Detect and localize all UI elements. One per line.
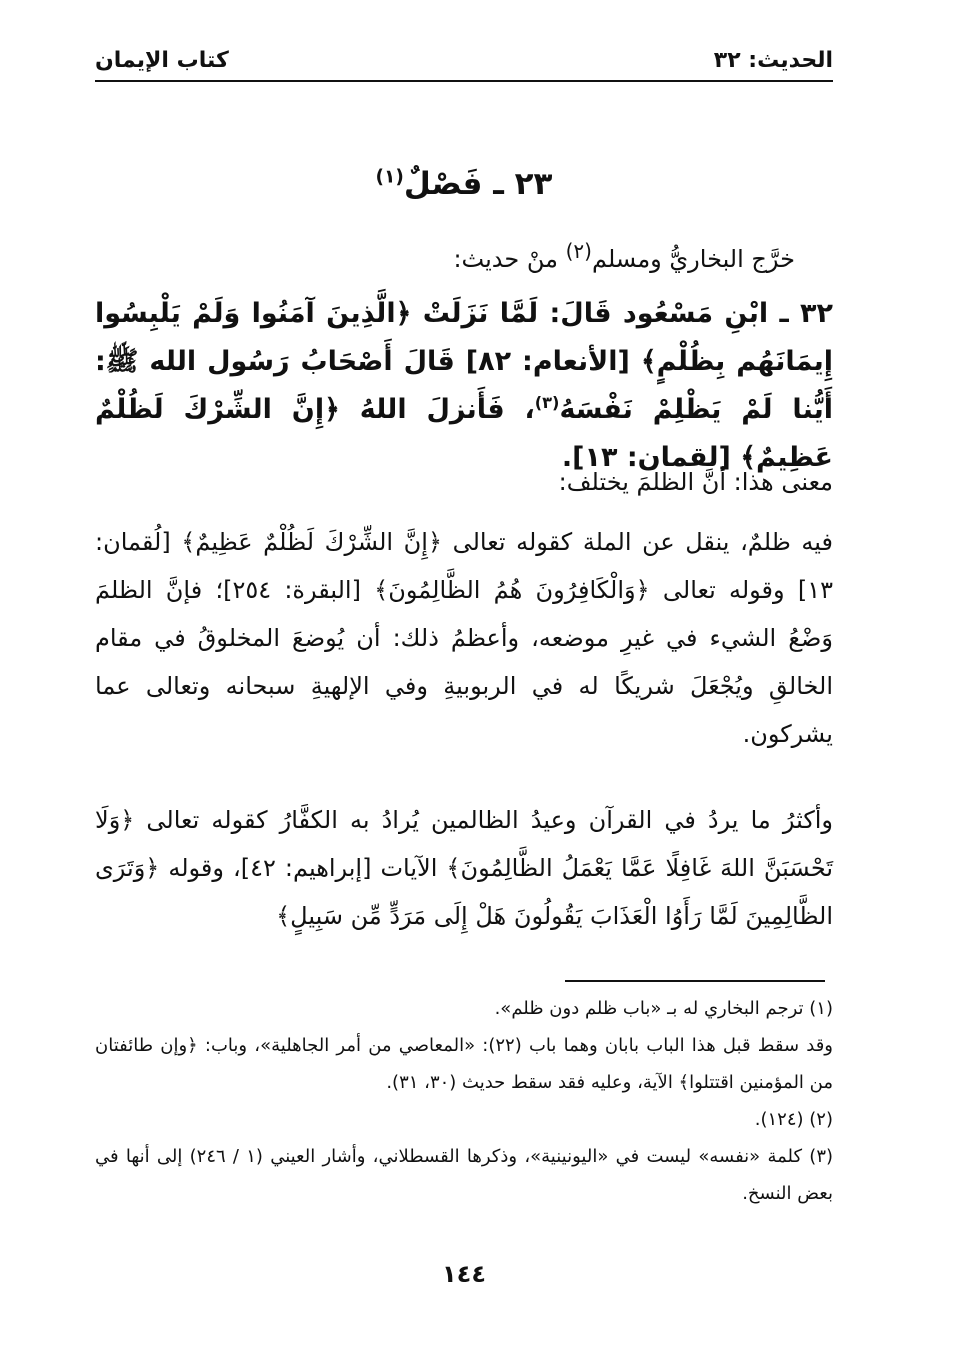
section-heading <box>95 162 833 206</box>
footnotes <box>95 990 833 1212</box>
footnote-2: (٢) (١٢٤). <box>754 1109 833 1130</box>
footnote-ref-1: (١) <box>375 166 404 188</box>
paragraph-3: وأكثرُ ما يردُ في القرآن وعيدُ الظالمين يُرادُ به الكفَّارُ كقوله تعالى ﴿وَلَا تَحْسَبَنَّ اللهَ غَافِلًا عَمَّا يَعْمَلُ الظَّالِمُونَ﴾ الآيات [إبراهيم: ٤٢]، وقوله ﴿وَتَرَى الظَّالِمِينَ لَمَّا رَأَوُا الْعَذَابَ يَقُولُونَ هَلْ إِلَى مَرَدٍّ مِّن سَبِيلٍ﴾ <box>95 806 833 930</box>
hadith-part-2: ، فَأَنزلَ اللهُ ﴿إِنَّ الشِّرْكَ لَظُلْمٌ عَظِيمٌ﴾ [لقمان: ١٣]. <box>95 394 833 473</box>
hadith-label: الحديث: ٣٢ <box>713 48 833 73</box>
footnote-3: (٣) كلمة «نفسه» ليست في «اليونينية»، وذكرها القسطلاني، وأشار العيني (١ / ٢٤٦) إلى أنها في بعض النسخ. <box>95 1146 834 1204</box>
paragraph-1: معنى هذا: أنَّ الظلمَ يختلف: <box>558 468 833 496</box>
footnote-ref-3: (٣) <box>534 393 560 412</box>
paragraph-2: فيه ظلمٌ، ينقل عن الملة كقوله تعالى ﴿إِنَّ الشِّرْكَ لَظُلْمٌ عَظِيمٌ﴾ [لُقمان: ١٣] وقوله تعالى ﴿وَالْكَافِرُونَ هُمُ الظَّالِمُونَ﴾ [البقرة: ٢٥٤]؛ فإنَّ الظلمَ وَضْعُ الشيء في غيرِ موضعه، وأعظمُ ذلك: أن يُوضعَ المخلوقُ في مقام الخالقِ ويُجْعَلَ شريكًا له في الربوبيةِ وفي الإلهيةِ سبحانه وتعالى عما يشركون. <box>95 528 833 748</box>
footnote-ref-2: (٢) <box>565 239 592 263</box>
hadith-text <box>95 290 833 482</box>
intro-suffix: منْ حديث: <box>453 245 566 273</box>
hadith-part-1: ٣٢ ـ ابْنِ مَسْعُود قَالَ: لَمَّا نَزَلَتْ ﴿الَّذِينَ آمَنُوا وَلَمْ يَلْبِسُوا إِيمَانَهُم بِظُلْمٍ﴾ [الأنعام: ٨٢] قَالَ أَصْحَابُ رَسُول الله ﷺ: أَيُّنا لَمْ يَظْلِمْ نَفْسَهُ <box>95 298 833 425</box>
running-header <box>95 40 833 76</box>
footnote-rule <box>565 980 825 982</box>
header-rule <box>95 80 833 82</box>
intro-line <box>95 226 795 284</box>
section-heading-text: ٢٣ ـ فَصْلٌ <box>403 166 553 202</box>
footnote-1a: (١) ترجم البخاري له بـ «باب ظلم دون ظلم». <box>494 998 833 1019</box>
page-number: ١٤٤ <box>442 1260 486 1288</box>
footnote-1b: وقد سقط قبل هذا الباب بابان وهما باب (٢٢): «المعاصي من أمر الجاهلية»، وباب: ﴿وإن طائفتان من المؤمنين اقتتلوا﴾ الآية، وعليه فقد سقط حديث (٣٠، ٣١). <box>95 1035 834 1093</box>
intro-text: خرَّج البخاريُّ ومسلم <box>591 245 795 273</box>
book-title: كتاب الإيمان <box>95 48 229 73</box>
